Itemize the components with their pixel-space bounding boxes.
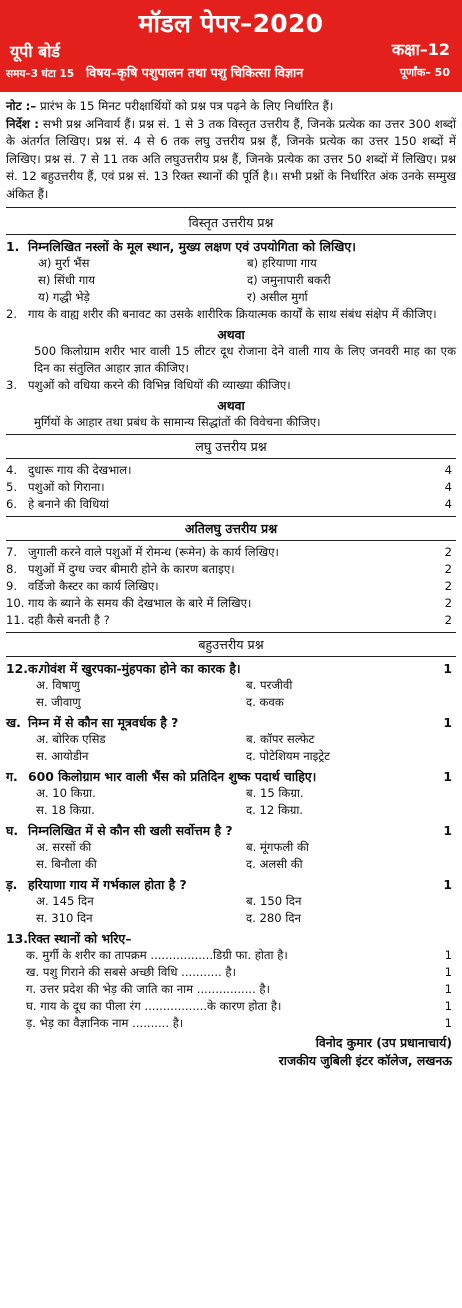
signature-block <box>6 1034 456 1070</box>
author-name: विनोद कुमार (उप प्रधानाचार्य) <box>315 1034 452 1050</box>
question-9 <box>6 578 456 595</box>
question-number: 6. <box>6 496 18 511</box>
question-number: 1. <box>6 238 20 254</box>
question-number: ड़. <box>6 876 18 892</box>
instruction-text: सभी प्रश्न अनिवार्य हैं। प्रश्न सं. 1 से 3 तक विस्तृत उत्तरीय हैं, जिनके प्रत्येक का उत्तर 300 शब्दों के अंतर्गत लिखिए। प्रश्न सं. 4 से 6 तक लघु उत्तरीय प्रश्न हैं, जिनके प्रत्येक का उत्तर 150 शब्दों में लिखिए। प्रश्न सं. 7 से 11 तक अति लघुउत्तरीय प्रश्न हैं, जिनके प्रत्येक का उत्तर 50 शब्दों में लिखिए। प्रश्न सं. 12 बहुउत्तरीय हैं, एवं प्रश्न सं. 13 रिक्त स्थानों की पूर्ति है।। सभी प्रश्नों के निर्धारित अंक उनके सम्मुख अंकित हैं। <box>6 116 457 201</box>
question-4 <box>6 462 456 479</box>
question-3-alternative: मुर्गियों के आहार तथा प्रबंध के सामान्य सिद्धांतों की विवेचना कीजिए। <box>34 414 321 429</box>
question-number: 2. <box>6 306 18 321</box>
question-12e <box>6 876 456 893</box>
option: स. आयोडीन <box>36 748 89 763</box>
divider <box>6 540 456 541</box>
note-text: प्रारंभ के 15 मिनट परीक्षार्थियों को प्रश्न पत्र पढ़ने के लिए निर्धारित हैं। <box>36 99 334 113</box>
subject-label: विषय–कृषि पशुपालन तथा पशु चिकित्सा विज्ञान <box>86 65 304 80</box>
option: ब. कॉपर सल्फेट <box>246 731 315 746</box>
question-marks: 4 <box>444 479 452 494</box>
question-text: पशुओं में दुग्ध ज्वर बीमारी होने के कारण बताइए। <box>28 561 235 576</box>
option: स. 310 दिन <box>36 910 93 925</box>
question-6 <box>6 496 456 513</box>
option: य) गद्धी भेड़े <box>38 289 90 304</box>
question-marks: 1 <box>443 660 452 676</box>
question-number: 11. <box>6 612 25 627</box>
question-text: गाय के वाह्य शरीर की बनावट का उसके शारीरिक क्रियात्मक कार्यों के साथ संबंध संक्षेप में कीजिए। <box>28 306 437 321</box>
divider <box>6 458 456 459</box>
question-12d <box>6 822 456 839</box>
question-marks: 1 <box>443 876 452 892</box>
or-label: अथवा <box>217 326 245 342</box>
question-text: निम्नलिखित नस्लों के मूल स्थान, मुख्य लक्षण एवं उपयोगिता को लिखिए। <box>28 238 356 254</box>
section-heading-short: लघु उत्तरीय प्रश्न <box>195 438 267 454</box>
question-12a <box>6 660 456 677</box>
question-5 <box>6 479 456 496</box>
option: अ. बोरिक एसिड <box>36 731 106 746</box>
option: अ) मुर्रा भैंस <box>38 255 90 270</box>
question-11 <box>6 612 456 629</box>
paper-title: मॉडल पेपर–2020 <box>138 9 324 38</box>
blank-item <box>6 998 456 1015</box>
option: द. 12 किग्रा. <box>246 802 304 817</box>
question-1-options <box>6 255 456 306</box>
question-7 <box>6 544 456 561</box>
question-marks: 1 <box>443 768 452 784</box>
question-text: निम्न में से कौन सा मूत्रवर्धक है ? <box>28 714 179 730</box>
paper-header <box>0 0 462 92</box>
option: द) जमुनापारी बकरी <box>247 272 331 287</box>
question-text: पशुओं को गिराना। <box>28 479 105 494</box>
option: र) असील मुर्गा <box>247 289 308 304</box>
question-number: घ. <box>6 822 19 838</box>
board-name: यूपी बोर्ड <box>10 42 60 61</box>
question-marks: 1 <box>444 981 452 996</box>
option: द. पोटेशियम नाइट्रेट <box>246 748 331 763</box>
divider <box>6 632 456 633</box>
question-8 <box>6 561 456 578</box>
class-label: कक्षा–12 <box>391 40 450 59</box>
question-number: ग. <box>6 768 18 784</box>
question-1 <box>6 238 456 255</box>
question-12d-options <box>6 839 456 873</box>
section-heading-mcq: बहुउत्तरीय प्रश्न <box>198 636 264 652</box>
question-marks: 4 <box>444 462 452 477</box>
option: ब) हरियाणा गाय <box>247 255 317 270</box>
instruction-label: निर्देश : <box>6 116 39 131</box>
blank-text: क. मुर्गी के शरीर का तापक्रम .................डिग्री फा. होता है। <box>26 947 288 962</box>
option: द. कवक <box>246 694 284 709</box>
section-heading-veryshort: अतिलघु उत्तरीय प्रश्न <box>184 520 278 536</box>
question-text: हरियाणा गाय में गर्भकाल होता है ? <box>28 876 187 892</box>
paper-body <box>6 98 456 1070</box>
option: ब. 15 किग्रा. <box>246 785 304 800</box>
question-marks: 2 <box>444 561 452 576</box>
question-number: 9. <box>6 578 18 593</box>
option: स) सिंधी गाय <box>38 272 95 287</box>
option: अ. विषाणु <box>36 677 80 692</box>
question-12c <box>6 768 456 785</box>
blank-text: घ. गाय के दूध का पीला रंग .................के कारण होता है। <box>26 998 282 1013</box>
option: स. 18 किग्रा. <box>36 802 95 817</box>
question-12c-options <box>6 785 456 819</box>
question-text: पशुओं को वधिया करने की विभिन्न विधियों की व्याख्या कीजिए। <box>28 377 291 392</box>
question-text: वर्डिजो कैस्टर का कार्य लिखिए। <box>28 578 159 593</box>
question-3 <box>6 377 456 394</box>
question-text: दही कैसे बनती है ? <box>28 612 110 627</box>
note-label: नोट :– <box>6 99 37 113</box>
school-name: राजकीय जुबिली इंटर कॉलेज, लखनऊ <box>278 1052 452 1068</box>
question-2-alternative: 500 किलोग्राम शरीर भार वाली 15 लीटर दूध रोजाना देने वाली गाय के लिए जनवरी माह का एक दिन का संतुलित आहार ज्ञात कीजिए। <box>34 343 456 375</box>
question-number: 8. <box>6 561 18 576</box>
question-marks: 2 <box>444 578 452 593</box>
divider <box>6 234 456 235</box>
option: स. बिनौला की <box>36 856 97 871</box>
question-text: रिक्त स्थानों को भरिए– <box>28 930 132 946</box>
question-marks: 2 <box>444 595 452 610</box>
question-marks: 1 <box>443 822 452 838</box>
question-number: ख. <box>6 714 21 730</box>
question-number: 13. <box>6 930 28 946</box>
option: ब. 150 दिन <box>246 893 302 908</box>
question-number: 7. <box>6 544 18 559</box>
question-marks: 1 <box>444 947 452 962</box>
question-number: 10. <box>6 595 25 610</box>
divider <box>6 516 456 517</box>
blank-item <box>6 1015 456 1032</box>
question-12a-options <box>6 677 456 711</box>
blank-item <box>6 964 456 981</box>
question-marks: 1 <box>444 964 452 979</box>
option: अ. सरसों की <box>36 839 92 854</box>
option: स. जीवाणु <box>36 694 81 709</box>
time-label: समय–3 घंटा 15 <box>6 68 75 80</box>
question-10 <box>6 595 456 612</box>
blank-text: ग. उत्तर प्रदेश की भेड़ की जाति का नाम ................ है। <box>26 981 270 996</box>
question-number: 4. <box>6 462 18 477</box>
question-marks: 1 <box>444 1015 452 1030</box>
option: द. 280 दिन <box>246 910 301 925</box>
question-number: 3. <box>6 377 18 392</box>
option: अ. 145 दिन <box>36 893 94 908</box>
blank-item <box>6 981 456 998</box>
blank-text: ड़. भेड़ का वैज्ञानिक नाम .......... है। <box>26 1015 184 1030</box>
or-label: अथवा <box>217 397 245 413</box>
divider <box>6 656 456 657</box>
question-12e-options <box>6 893 456 927</box>
question-12b <box>6 714 456 731</box>
question-text: 600 किलोग्राम भार वाली भैंस को प्रतिदिन शुष्क पदार्थ चाहिए। <box>28 768 317 784</box>
option: ब. मूंगफली की <box>246 839 309 854</box>
total-marks: पूर्णांक– 50 <box>399 66 450 79</box>
instructions <box>6 98 456 204</box>
question-marks: 2 <box>444 544 452 559</box>
question-text: दुधारू गाय की देखभाल। <box>28 462 132 477</box>
question-marks: 2 <box>444 612 452 627</box>
option: ब. परजीवी <box>246 677 293 692</box>
blank-text: ख. पशु गिराने की सबसे अच्छी विधि ........... है। <box>26 964 236 979</box>
question-text: हे बनाने की विधियां <box>28 496 109 511</box>
question-text: गाय के ब्याने के समय की देखभाल के बारे में लिखिए। <box>28 595 252 610</box>
divider <box>6 207 456 208</box>
option: अ. 10 किग्रा. <box>36 785 96 800</box>
question-marks: 1 <box>444 998 452 1013</box>
question-number: 12.क. <box>6 660 43 676</box>
question-text: निम्नलिखित में से कौन सी खली सर्वोत्तम है ? <box>28 822 233 838</box>
question-text: जुगाली करने वाले पशुओं में रोमन्ध (रूमेन) के कार्य लिखिए। <box>28 544 279 559</box>
question-2 <box>6 306 456 323</box>
question-12b-options <box>6 731 456 765</box>
option: द. अलसी की <box>246 856 303 871</box>
question-text: गोवंश में खुरपका-मुंहपका होने का कारक है। <box>40 660 241 676</box>
divider <box>6 434 456 435</box>
question-marks: 1 <box>443 714 452 730</box>
blank-item <box>6 947 456 964</box>
question-13 <box>6 930 456 947</box>
section-heading-long: विस्तृत उत्तरीय प्रश्न <box>188 214 274 230</box>
question-number: 5. <box>6 479 18 494</box>
question-marks: 4 <box>444 496 452 511</box>
